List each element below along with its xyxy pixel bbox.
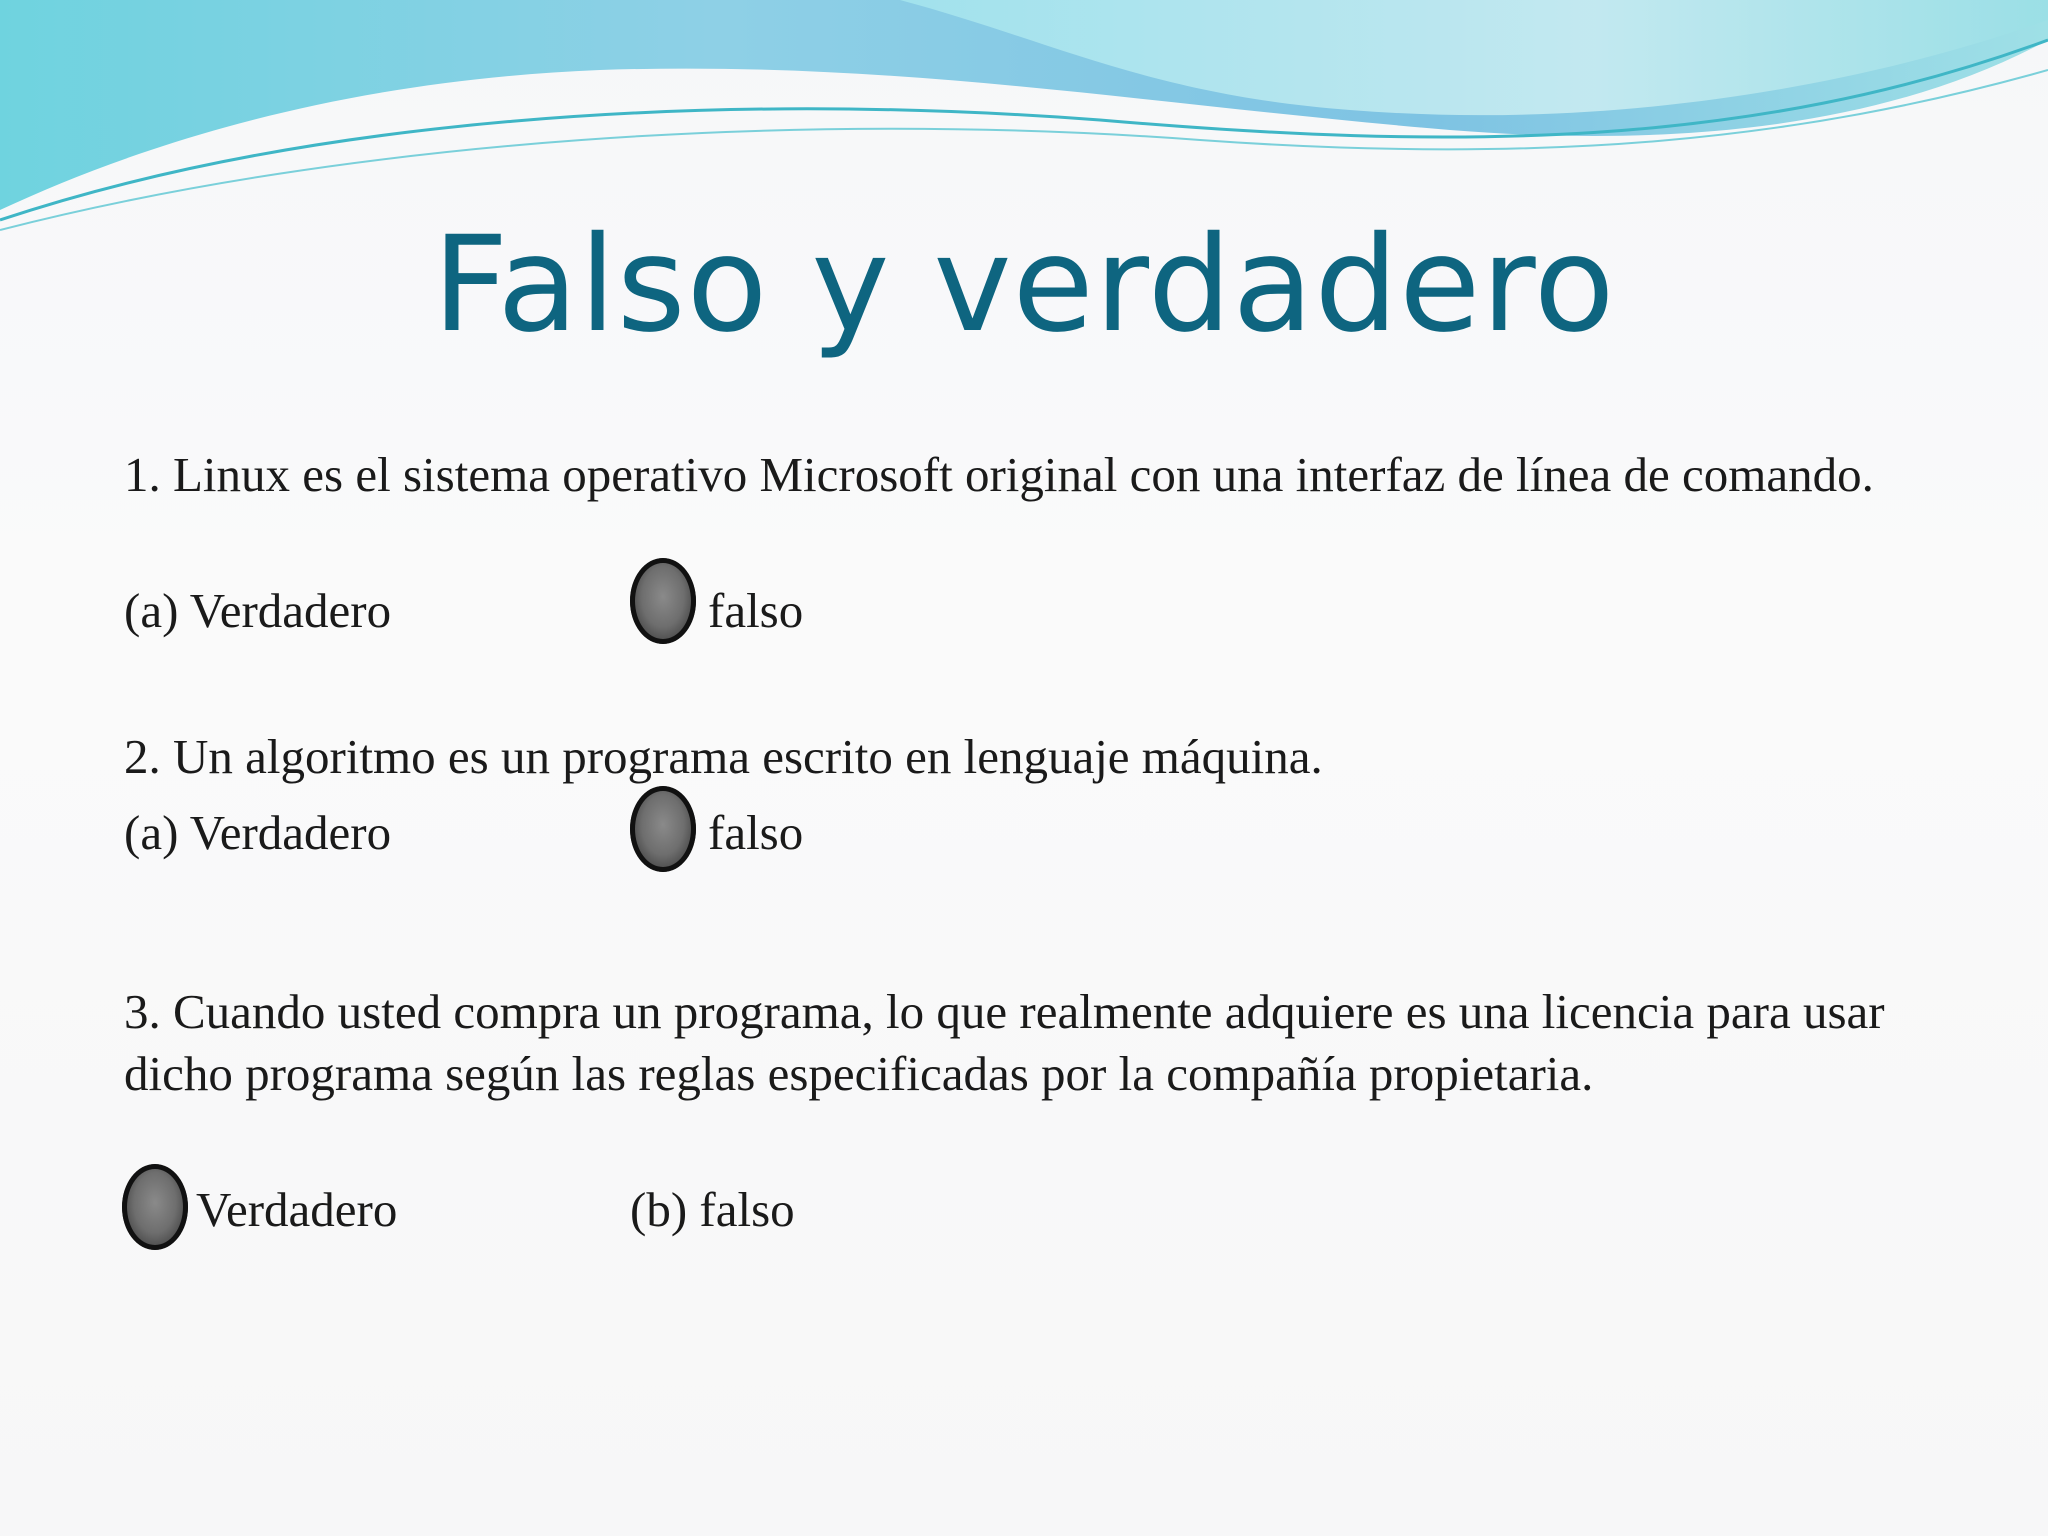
- slide-title: Falso y verdadero: [432, 208, 1616, 362]
- question-2-option-a[interactable]: (a) Verdadero: [124, 805, 392, 860]
- selected-answer-marker: [630, 558, 696, 644]
- selected-answer-marker: [630, 786, 696, 872]
- question-1-option-a[interactable]: (a) Verdadero: [124, 583, 392, 638]
- question-1-text: 1. Linux es el sistema operativo Microsoft original con una interfaz de línea de comando.: [124, 447, 1874, 502]
- question-3-text: 3. Cuando usted compra un programa, lo que realmente adquiere es una licencia para usar dicho programa según las reglas especificadas por la compañía propietaria.: [124, 984, 1885, 1101]
- question-3-options: [124, 1179, 1324, 1259]
- question-3-option-b[interactable]: (b) falso: [630, 1182, 795, 1237]
- question-2-option-b[interactable]: falso: [708, 805, 804, 860]
- question-2-options: [124, 802, 1324, 882]
- question-3-option-a[interactable]: Verdadero: [196, 1182, 398, 1237]
- selected-answer-marker: [122, 1164, 188, 1250]
- question-1-options: [124, 580, 1324, 660]
- question-1-option-b[interactable]: falso: [708, 583, 804, 638]
- wave-header-decoration: [0, 0, 2048, 240]
- question-2-text: 2. Un algoritmo es un programa escrito en lenguaje máquina.: [124, 729, 1323, 784]
